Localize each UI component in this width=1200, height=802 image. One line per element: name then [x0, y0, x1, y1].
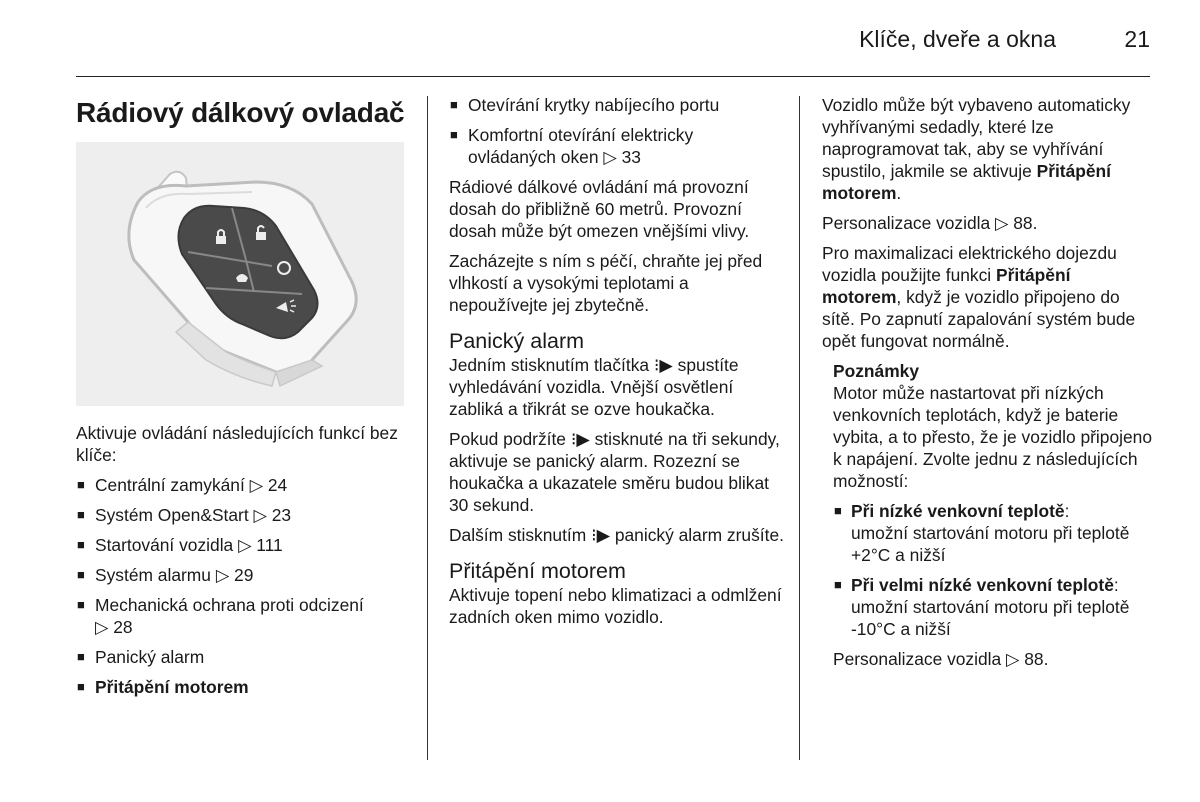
key-fob-drawing: [76, 142, 404, 406]
arrow-ref-icon: ▷: [95, 617, 109, 637]
personalization-ref-2: Personalizace vozidla ▷ 88.: [833, 649, 1049, 669]
page-ref[interactable]: 88: [1013, 213, 1033, 233]
intro-text: Aktivuje ovládání následujících funkcí bez klíče:: [76, 423, 398, 465]
range-paragraph: Rádiové dálkové ovládání má provozní dosah do přibližně 60 metrů. Provozní dosah může být omezen vnějšími vlivy.: [449, 177, 750, 241]
list-item: ■ Otevírání krytky nabíjecího portu: [450, 95, 720, 115]
care-paragraph: Zacházejte s ním s péčí, chraňte jej před vlhkostí a vysokými teplotami a nepoužívejte jej zbytečně.: [449, 251, 763, 315]
section-heading: Rádiový dálkový ovladač: [76, 97, 405, 128]
column-1: [76, 92, 416, 706]
bullet-icon: ■: [77, 649, 85, 664]
arrow-ref-icon: ▷: [253, 505, 267, 525]
note-text: Motor může nastartovat při nízkých venkovních teplotách, když je baterie vybita, a to přesto, že je vozidlo připojeno k napájení. Zvolte jednu z následujících možností:: [833, 383, 1153, 491]
personalization-ref: Personalizace vozidla ▷ 88.: [822, 213, 1038, 233]
arrow-ref-icon: ▷: [995, 213, 1009, 233]
feature-list-continued: [449, 94, 784, 168]
page-ref[interactable]: 33: [621, 147, 641, 167]
list-item: ■ Systém Open&Start ▷ 23: [77, 505, 292, 525]
engine-heating-paragraph: Aktivuje topení nebo klimatizaci a odmlžení zadních oken mimo vozidlo.: [449, 585, 782, 627]
bullet-icon: ■: [834, 577, 842, 592]
page-ref[interactable]: 28: [113, 617, 133, 637]
page-ref[interactable]: 24: [267, 475, 288, 495]
panic-paragraph-1: Jedním stisknutím tlačítka ⁝▶ spustíte vyhledávání vozidla. Vnější osvětlení zabliká a třikrát se ozve houkačka.: [449, 355, 739, 419]
column-divider-2: [799, 96, 800, 760]
note-options: [833, 500, 1152, 640]
panic-paragraph-2: Pokud podržíte ⁝▶ stisknuté na tři sekundy, aktivuje se panický alarm. Rozezní se houkačka a ukazatele směru budou blikat 30 sekund.: [449, 429, 780, 515]
column-divider-1: [427, 96, 428, 760]
bullet-icon: ■: [450, 127, 458, 142]
list-item: ■ Mechanická ochrana proti odcizení ▷ 28: [77, 595, 364, 637]
panic-button-icon: ⁝▶: [591, 525, 610, 545]
bullet-icon: ■: [77, 679, 85, 694]
header-divider: [76, 76, 1150, 77]
page-ref[interactable]: 111: [256, 535, 283, 555]
panic-button-icon: ⁝▶: [653, 355, 673, 375]
seat-heating-paragraph: Vozidlo může být vybaveno automaticky vyhřívanými sedadly, které lze naprogramovat tak, aby se vyhřívání spustilo, jakmile se aktivuje Přitápění motorem.: [822, 95, 1131, 203]
list-item: ■ Centrální zamykání ▷ 24: [77, 475, 288, 495]
panic-button-icon: ⁝▶: [570, 429, 590, 449]
arrow-ref-icon: ▷: [215, 565, 230, 585]
arrow-ref-icon: ▷: [1006, 649, 1020, 669]
bullet-icon: ■: [450, 97, 458, 112]
bullet-icon: ■: [77, 567, 85, 582]
list-item: ■ Přitápění motorem: [77, 677, 249, 697]
list-item: ■ Startování vozidla ▷ 111: [77, 535, 283, 555]
range-max-paragraph: Pro maximalizaci elektrického dojezdu vozidla použijte funkci Přitápění motorem, když je vozidlo připojeno do sítě. Po zapnutí zapalování systém bude opět fungovat normálně.: [822, 243, 1136, 351]
feature-list: [76, 474, 416, 698]
list-item: ■ Panický alarm: [77, 647, 205, 667]
list-item: ■ Komfortní otevírání elektricky ovládaných oken ▷ 33: [450, 125, 694, 167]
panic-alarm-heading: Panický alarm: [449, 329, 585, 353]
panic-paragraph-3: Dalším stisknutím ⁝▶ panický alarm zrušíte.: [449, 525, 784, 545]
list-item: ■ Při nízké venkovní teplotě: umožní startování motoru při teplotě +2°C a nižší: [834, 501, 1130, 565]
page-ref[interactable]: 23: [271, 505, 292, 525]
engine-heating-heading: Přitápění motorem: [449, 559, 626, 583]
note-title: Poznámky: [833, 361, 920, 381]
list-item: ■ Systém alarmu ▷ 29: [77, 565, 254, 585]
arrow-ref-icon: ▷: [238, 535, 252, 555]
arrow-ref-icon: ▷: [603, 147, 617, 167]
column-3: [822, 94, 1152, 678]
section-title: Klíče, dveře a okna: [859, 26, 1056, 52]
bullet-icon: ■: [77, 507, 85, 522]
bullet-icon: ■: [834, 503, 842, 518]
note-box: [833, 360, 1152, 670]
page-ref[interactable]: 88: [1024, 649, 1044, 669]
bullet-icon: ■: [77, 477, 85, 492]
bullet-icon: ■: [77, 597, 85, 612]
arrow-ref-icon: ▷: [249, 475, 264, 495]
column-2: [449, 94, 784, 636]
page-ref[interactable]: 29: [234, 565, 254, 585]
list-item: ■ Při velmi nízké venkovní teplotě: umožní startování motoru při teplotě -10°C a nižší: [834, 575, 1130, 639]
bullet-icon: ■: [77, 537, 85, 552]
key-fob-illustration: [76, 142, 404, 406]
page-number: 21: [1124, 26, 1150, 52]
